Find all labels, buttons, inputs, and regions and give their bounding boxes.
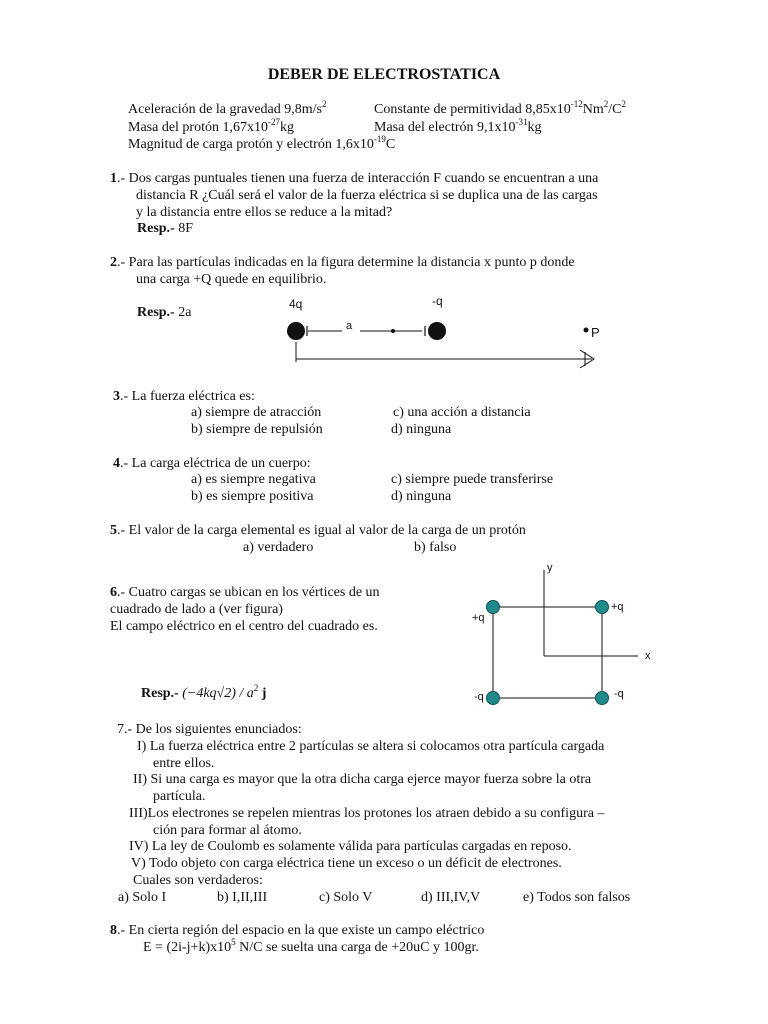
q7-statement-3-cont: ción para formar al átomo. (153, 823, 302, 838)
q1-line-3: y la distancia entre ellos se reduce a la mitad? (136, 205, 393, 220)
q4-option-c: c) siempre puede transferirse (391, 472, 554, 487)
q3-text: 3.- La fuerza eléctrica es: (113, 389, 255, 404)
q6-answer: Resp.- $(-4kq√2) / a^2$ j (141, 683, 267, 701)
q8-line-1: 8.- En cierta región del espacio en la que existe un campo eléctrico (110, 923, 485, 938)
label-top-right: +q (611, 601, 624, 613)
label-a: a (346, 320, 353, 332)
q7-prompt: Cuales son verdaderos: (133, 873, 263, 888)
q2-line-2: una carga +Q quede en equilibrio. (136, 272, 327, 287)
q5-text: 5.- El valor de la carga elemental es igual al valor de la carga de un protón (110, 523, 526, 538)
charge-minus-q (428, 322, 446, 340)
charge-top-left (487, 601, 500, 614)
q7-statement-4: IV) La ley de Coulomb es solamente válida para partículas cargadas en reposo. (129, 839, 572, 854)
q7-statement-3: III)Los electrones se repelen mientras los protones los atraen debido a su configura – (129, 806, 605, 821)
q7-option-b: b) I,II,III (217, 890, 268, 905)
label-y: y (547, 562, 553, 574)
q2-line-1: 2.- Para las partículas indicadas en la figura determine la distancia x punto p donde (110, 255, 575, 270)
q3-option-a: a) siempre de atracción (191, 405, 322, 420)
charge-bottom-left (487, 692, 500, 705)
q4-option-a: a) es siempre negativa (191, 472, 316, 487)
page-title: DEBER DE ELECTROSTATICA (267, 66, 501, 83)
constant-charge: Magnitud de carga protón y electrón $1,6x10^{-19}C$ (128, 134, 396, 152)
q1-line-2: distancia R ¿Cuál será el valor de la fuerza eléctrica si se duplica una de las cargas (136, 188, 598, 203)
label-minus-q: -q (432, 294, 443, 308)
q2-answer: Resp.- 2a (137, 305, 192, 320)
label-p: P (591, 325, 600, 340)
constant-electron-mass: Masa del electrón $9,1x10^{-31}kg$ (374, 117, 542, 135)
q6-figure (460, 560, 660, 720)
constant-proton-mass: Masa del protón $1,67x10^{-27}kg$ (128, 117, 294, 135)
q4-text: 4.- La carga eléctrica de un cuerpo: (113, 456, 311, 471)
q7-statement-2-cont: partícula. (153, 789, 206, 804)
q4-option-b: b) es siempre positiva (191, 489, 314, 504)
label-x: x (645, 650, 651, 662)
point-p-dot (584, 328, 589, 333)
q7-option-d: d) III,IV,V (421, 890, 481, 905)
label-4q: 4q (289, 297, 303, 311)
charge-4q (287, 322, 305, 340)
q7-heading: 7.- De los siguientes enunciados: (117, 722, 302, 737)
label-top-left: +q (472, 612, 485, 624)
label-bottom-left: -q (474, 691, 484, 703)
q3-option-b: b) siempre de repulsión (191, 422, 323, 437)
square (493, 607, 602, 698)
constant-permittivity: Constante de permitividad $8,85x10^{-12}Nm^2/C^2$ (374, 99, 626, 117)
q3-option-c: c) una acción a distancia (393, 405, 531, 420)
q7-statement-2: II) Si una carga es mayor que la otra dicha carga ejerce mayor fuerza sobre la otra (133, 772, 592, 787)
q1-line-1: 1.- Dos cargas puntuales tienen una fuerza de interacción F cuando se encuentran a una (110, 171, 599, 186)
q7-statement-1: I) La fuerza eléctrica entre 2 partículas se altera si colocamos otra partícula cargada (137, 739, 605, 754)
constant-gravity: Aceleración de la gravedad $9,8m/s^2$ (128, 99, 327, 117)
q7-option-c: c) Solo V (319, 890, 373, 905)
q1-answer: Resp.- 8F (137, 221, 194, 236)
q7-statement-1-cont: entre ellos. (153, 756, 215, 771)
q6-line-3: El campo eléctrico en el centro del cuadrado es. (110, 619, 378, 634)
charge-top-right (596, 601, 609, 614)
q6-line-1: 6.- Cuatro cargas se ubican en los vértices de un (110, 585, 380, 600)
q6-line-2: cuadrado de lado a (ver figura) (110, 602, 283, 617)
charge-bottom-right (596, 692, 609, 705)
q5-option-a: a) verdadero (243, 540, 314, 555)
q4-option-d: d) ninguna (391, 489, 452, 504)
q3-option-d: d) ninguna (391, 422, 452, 437)
midpoint-dot (391, 329, 395, 333)
q5-option-b: b) falso (414, 540, 457, 555)
q7-option-a: a) Solo I (118, 890, 167, 905)
label-bottom-right: -q (614, 688, 624, 700)
q8-line-2: $E = (2i-j+k)x10^5$ N/C se suelta una carga de +20uC y 100gr. (143, 937, 479, 955)
q7-statement-5: V) Todo objeto con carga eléctrica tiene un exceso o un déficit de electrones. (131, 856, 562, 871)
q7-option-e: e) Todos son falsos (523, 890, 631, 905)
